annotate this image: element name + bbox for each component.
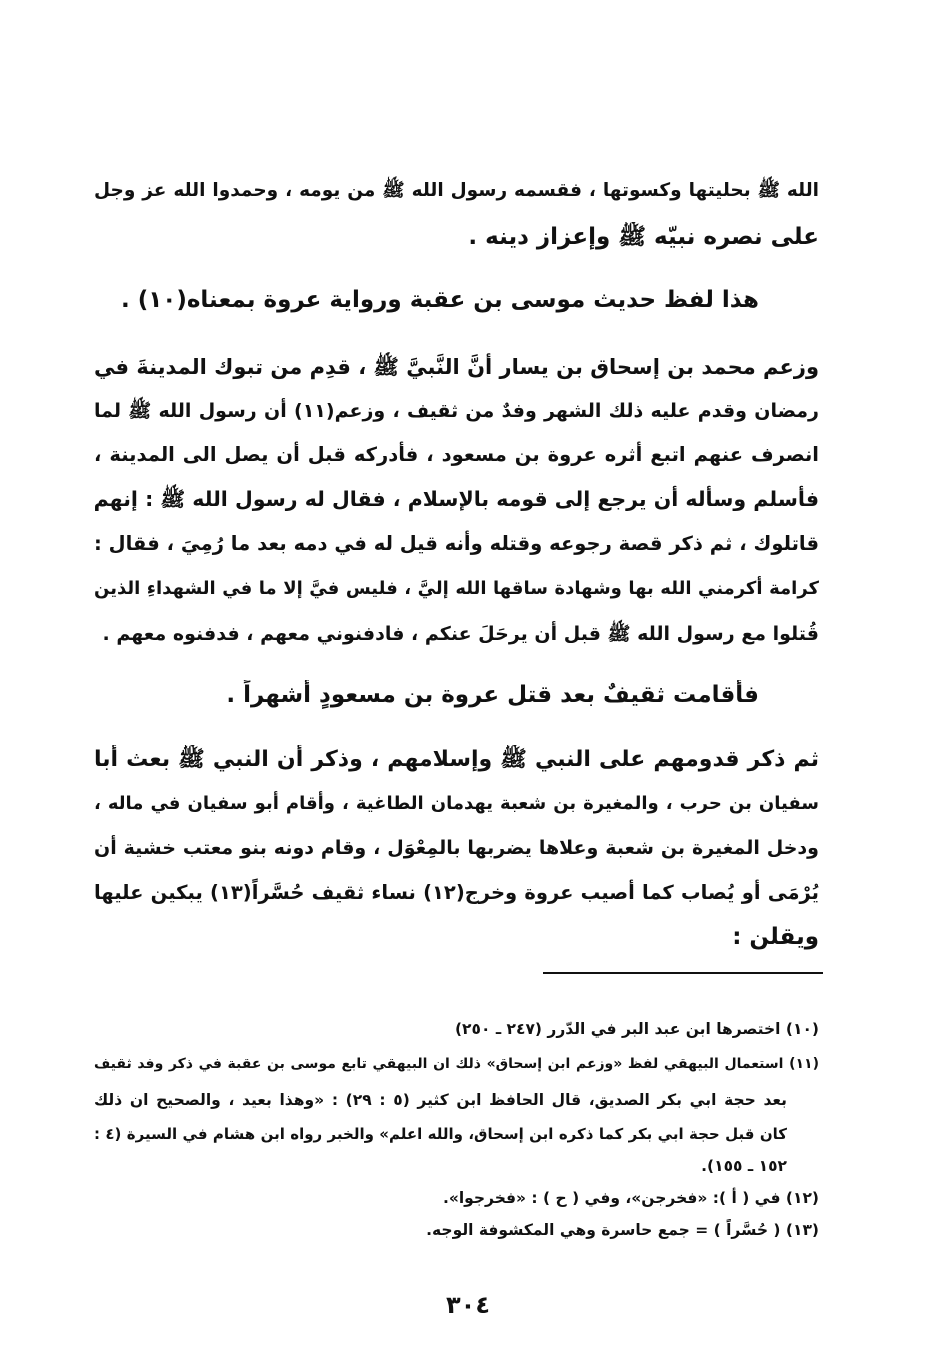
- body-line: يُرْمَى أو يُصاب كما أصيب عروة وخرج(١٢) نساء ثقيف حُسَّراً(١٣) يبكين عليها: [94, 881, 819, 904]
- body-line: قُتلوا مع رسول الله ﷺ قبل أن يرحَلَ عنكم ، فادفنوني معهم ، فدفنوه معهم .: [102, 623, 819, 645]
- body-line: ويقلن :: [732, 924, 819, 950]
- footnote-line: (١٣) ( حُسَّراً ) = جمع حاسرة وهي المكشوفة الوجه.: [426, 1221, 819, 1239]
- body-line: الله ﷺ بحليتها وكسوتها ، فقسمه رسول الله ﷺ من يومه ، وحمدوا الله عز وجل: [94, 180, 819, 201]
- footnote-divider: [543, 972, 823, 974]
- body-line: فأقامت ثقيفٌ بعد قتل عروة بن مسعودٍ أشهراً .: [226, 682, 759, 708]
- body-line: وزعم محمد بن إسحاق بن يسار أنَّ النَّبيَّ ﷺ ، قدِم من تبوك المدينةَ في: [94, 355, 819, 379]
- page-number: ٣٠٤: [446, 1291, 490, 1319]
- body-line: رمضان وقدم عليه ذلك الشهر وفدٌ من ثقيف ، وزعم(١١) أن رسول الله ﷺ لما: [94, 400, 819, 422]
- body-line: فأسلم وسأله أن يرجع إلى قومه بالإسلام ، فقال له رسول الله ﷺ : إنهم: [94, 487, 819, 511]
- footnote-line: كان قبل حجة ابي بكر كما ذكره ابن إسحاق، والله اعلم» والخبر رواه ابن هشام في السيرة (٤ :: [94, 1125, 787, 1143]
- body-line: انصرف عنهم اتبع أثره عروة بن مسعود ، فأدركه قبل أن يصل الى المدينة ،: [94, 443, 819, 466]
- body-line: ودخل المغيرة بن شعبة وعلاها يضربها بالمِعْوَل ، وقام دونه بنو معتب خشية أن: [94, 837, 819, 859]
- footnote-line: (١٠) اختصرها ابن عبد البر في الدّرر (٢٤٧ ـ ٢٥٠): [454, 1020, 819, 1038]
- footnote-line: (١٢) في ( أ ): «فخرجن»، وفي ( ح ) : «فخرجوا».: [442, 1189, 819, 1207]
- footnote-line: ١٥٢ ـ ١٥٥).: [701, 1157, 787, 1175]
- body-line: سفيان بن حرب ، والمغيرة بن شعبة يهدمان الطاغية ، وأقام أبو سفيان في ماله ،: [94, 793, 819, 814]
- footnote-line: (١١) استعمال البيهقي لفظ «وزعم ابن إسحاق» ذلك ان البيهقي تابع موسى بن عقبة في ذكر وفد ثقيف: [94, 1056, 819, 1072]
- body-line: ثم ذكر قدومهم على النبي ﷺ وإسلامهم ، وذكر أن النبي ﷺ بعث أبا: [94, 747, 819, 772]
- footnote-line: بعد حجة ابي بكر الصديق، قال الحافظ ابن كثير (٥ : ٢٩) : «وهذا بعيد ، والصحيح ان ذلك: [94, 1091, 787, 1109]
- body-line: على نصره نبيّه ﷺ وإعزاز دينه .: [468, 224, 819, 250]
- body-line: قاتلوك ، ثم ذكر قصة رجوعه وقتله وأنه قيل له في دمه بعد ما رُمِيَ ، فقال :: [94, 532, 819, 555]
- body-line: هذا لفظ حديث موسى بن عقبة ورواية عروة بمعناه(١٠) .: [120, 287, 759, 313]
- body-line: كرامة أكرمني الله بها وشهادة ساقها الله إليَّ ، فليس فيَّ إلا ما في الشهداءِ الذين: [94, 578, 819, 599]
